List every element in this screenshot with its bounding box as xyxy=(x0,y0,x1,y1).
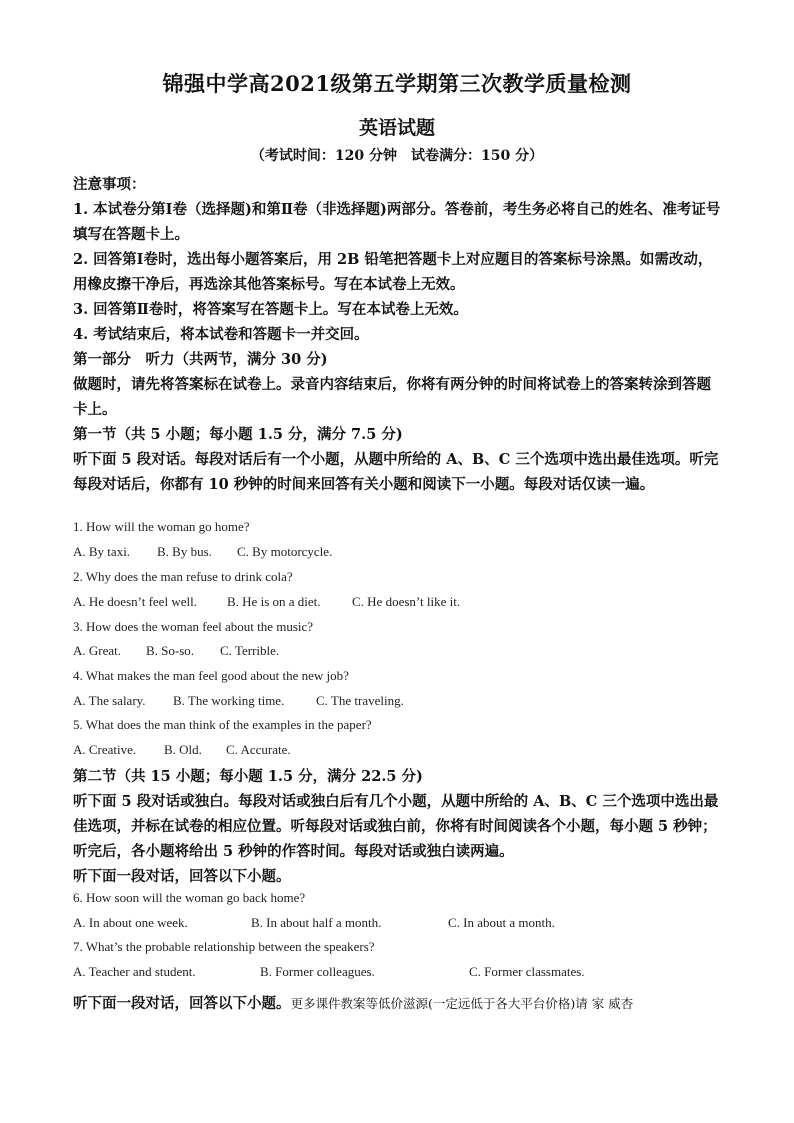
note-item-2: 2. 回答第Ⅰ卷时，选出每小题答案后，用 2B 铅笔把答题卡上对应题目的答案标号涂黑。如需改动，用橡皮擦干净后，再选涂其他答案标号。写在本试卷上无效。 xyxy=(73,251,713,293)
section1-instruction: 听下面 5 段对话。每段对话后有一个小题，从题中所给的 A、B、C 三个选项中选出最佳选项。听完每段对话后，你都有 10 秒钟的时间来回答有关小题和阅读下一小题。每段对话仅读一遍。 xyxy=(73,451,719,493)
question-4-option-c: C. The traveling. xyxy=(316,693,404,708)
section2-group-intro: 听下面一段对话，回答以下小题。 xyxy=(73,868,291,885)
question-3-stem: 3. How does the woman feel about the music? xyxy=(73,619,314,634)
question-5-option-c: C. Accurate. xyxy=(226,742,291,757)
question-7-option-c: C. Former classmates. xyxy=(469,964,585,979)
section2-block xyxy=(73,764,721,889)
question-2-option-b: B. He is on a diet. xyxy=(227,594,321,609)
section2-instruction: 听下面 5 段对话或独白。每段对话或独白后有几个小题，从题中所给的 A、B、C 三个选项中选出最佳选项，并标在试卷的相应位置。听每段对话或独白前，你将有时间阅读各个小题，每小题 5 秒钟；听完后，各小题将给出 5 秒钟的作答时间。每段对话或独白读两遍。 xyxy=(73,793,719,860)
question-5-option-a: A. Creative. xyxy=(73,742,137,757)
exam-info: （考试时间：120 分钟 试卷满分：150 分） xyxy=(250,148,544,164)
question-7-stem: 7. What’s the probable relationship between the speakers? xyxy=(73,939,375,954)
note-item-1: 1. 本试卷分第Ⅰ卷（选择题)和第Ⅱ卷（非选择题)两部分。答卷前，考生务必将自己的姓名、准考证号填写在答题卡上。 xyxy=(73,201,721,243)
note-item-3: 3. 回答第Ⅱ卷时，将答案写在答题卡上。写在本试卷上无效。 xyxy=(73,301,468,318)
question-6-option-c: C. In about a month. xyxy=(448,915,555,930)
question-4-option-b: B. The working time. xyxy=(173,693,285,708)
question-5-stem: 5. What does the man think of the examples in the paper? xyxy=(73,717,372,732)
question-1-option-a: A. By taxi. xyxy=(73,544,131,559)
notes-block xyxy=(73,172,721,497)
question-3-option-a: A. Great. xyxy=(73,643,122,658)
question-1-option-b: B. By bus. xyxy=(157,544,212,559)
question-2-stem: 2. Why does the man refuse to drink cola? xyxy=(73,569,293,584)
footer-ad: 更多课件教案等低价滋源(一定远低于各大平台价格)请 家 威杏 xyxy=(290,996,634,1011)
part1-title: 第一部分 听力（共两节，满分 30 分) xyxy=(73,351,328,368)
question-7-option-a: A. Teacher and student. xyxy=(73,964,196,979)
question-6-option-b: B. In about half a month. xyxy=(251,915,382,930)
question-3-option-c: C. Terrible. xyxy=(220,643,280,658)
question-2-option-c: C. He doesn’t like it. xyxy=(352,594,461,609)
part1-instruction: 做题时，请先将答案标在试卷上。录音内容结束后，你将有两分钟的时间将试卷上的答案转涂到答题卡上。 xyxy=(73,376,711,418)
footer-line xyxy=(73,994,633,1014)
question-4-option-a: A. The salary. xyxy=(73,693,146,708)
note-item-4: 4. 考试结束后，将本试卷和答题卡一并交回。 xyxy=(73,326,369,343)
question-1-option-c: C. By motorcycle. xyxy=(237,544,333,559)
section2-title: 第二节（共 15 小题；每小题 1.5 分，满分 22.5 分) xyxy=(73,768,423,785)
question-6-stem: 6. How soon will the woman go back home? xyxy=(73,890,306,905)
question-7-option-b: B. Former colleagues. xyxy=(260,964,375,979)
question-3-option-b: B. So-so. xyxy=(146,643,195,658)
question-1-stem: 1. How will the woman go home? xyxy=(73,519,250,534)
footer-intro: 听下面一段对话，回答以下小题。 xyxy=(73,995,291,1012)
question-5-option-b: B. Old. xyxy=(164,742,202,757)
question-4-stem: 4. What makes the man feel good about the new job? xyxy=(73,668,349,683)
exam-title: 锦强中学高2021级第五学期第三次教学质量检测 xyxy=(162,71,632,96)
question-6-option-a: A. In about one week. xyxy=(73,915,188,930)
question-2-option-a: A. He doesn’t feel well. xyxy=(73,594,197,609)
subject-title: 英语试题 xyxy=(358,117,435,139)
section1-title: 第一节（共 5 小题；每小题 1.5 分，满分 7.5 分) xyxy=(73,426,403,443)
notes-heading: 注意事项： xyxy=(73,176,146,193)
